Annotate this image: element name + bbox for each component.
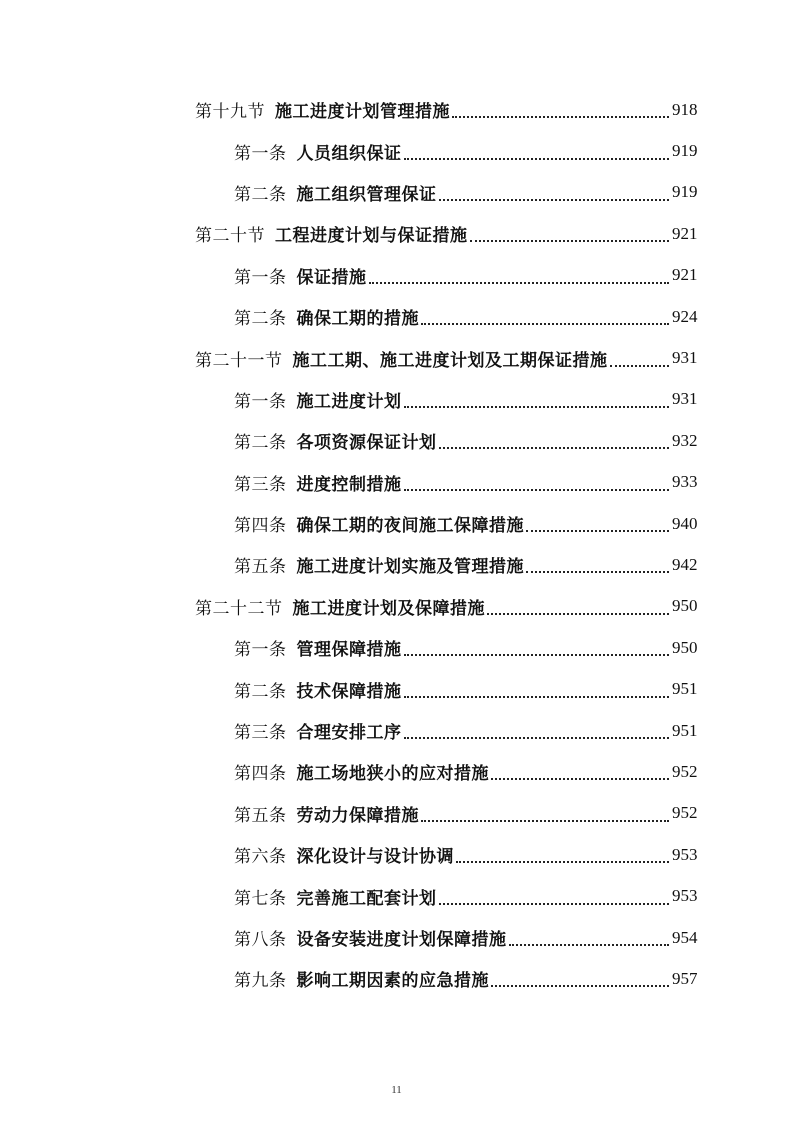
toc-entry-page: 942	[672, 554, 698, 574]
toc-entry-number: 第二十二节	[195, 598, 283, 619]
toc-entry-title: 各项资源保证计划	[296, 433, 437, 454]
toc-entry[interactable]	[0, 793, 793, 834]
toc-entry-number: 第十九节	[195, 102, 265, 123]
dot-leader	[456, 860, 669, 863]
toc-entry-page: 957	[672, 968, 698, 988]
toc-entry-title: 深化设计与设计协调	[296, 847, 454, 868]
dot-leader	[487, 612, 669, 615]
toc-entry-title: 确保工期的夜间施工保障措施	[296, 516, 524, 537]
toc-entry-page: 921	[672, 265, 698, 285]
toc-entry-page: 953	[672, 844, 698, 864]
dot-leader	[610, 364, 670, 367]
toc-entry[interactable]	[0, 462, 793, 503]
toc-entry[interactable]	[0, 130, 793, 171]
toc-entry[interactable]	[0, 213, 793, 254]
dot-leader	[491, 777, 669, 780]
toc-entry[interactable]	[0, 875, 793, 916]
toc-entry-number: 第二十一节	[195, 350, 283, 371]
toc-entry-number: 第二条	[234, 433, 287, 454]
toc-entry[interactable]	[0, 420, 793, 461]
toc-entry[interactable]	[0, 503, 793, 544]
toc-entry-number: 第九条	[234, 971, 287, 992]
toc-entry[interactable]	[0, 627, 793, 668]
toc-entry-number: 第一条	[234, 267, 287, 288]
toc-entry-page: 953	[672, 886, 698, 906]
dot-leader	[421, 819, 669, 822]
toc-entry-title: 施工工期、施工进度计划及工期保证措施	[292, 350, 608, 371]
toc-entry-number: 第二条	[234, 309, 287, 330]
toc-entry-title: 完善施工配套计划	[296, 888, 437, 909]
dot-leader	[369, 281, 670, 284]
toc-entry-title: 确保工期的措施	[296, 309, 419, 330]
toc-entry[interactable]	[0, 710, 793, 751]
toc-entry[interactable]	[0, 89, 793, 130]
toc-entry-page: 954	[672, 927, 698, 947]
toc-entry-title: 保证措施	[296, 267, 367, 288]
toc-entry-title: 施工组织管理保证	[296, 184, 437, 205]
toc-entry-number: 第六条	[234, 847, 287, 868]
dot-leader	[421, 322, 669, 325]
toc-entry[interactable]	[0, 751, 793, 792]
toc-entry-page: 931	[672, 348, 698, 368]
dot-leader	[404, 653, 670, 656]
toc-entry-title: 施工进度计划实施及管理措施	[296, 557, 524, 578]
toc-entry-number: 第二条	[234, 184, 287, 205]
dot-leader	[439, 902, 670, 905]
toc-entry-title: 施工进度计划	[296, 391, 402, 412]
toc-entry-title: 管理保障措施	[296, 640, 402, 661]
toc-entry-number: 第二十节	[195, 226, 265, 247]
dot-leader	[404, 695, 670, 698]
toc-entry-title: 施工进度计划管理措施	[275, 102, 450, 123]
toc-entry[interactable]	[0, 255, 793, 296]
toc-entry-title: 施工进度计划及保障措施	[292, 598, 485, 619]
toc-entry-page: 919	[672, 141, 698, 161]
toc-entry-page: 932	[672, 430, 698, 450]
dot-leader	[404, 157, 670, 160]
toc-entry-page: 952	[672, 761, 698, 781]
toc-entry-page: 950	[672, 637, 698, 657]
toc-entry[interactable]	[0, 586, 793, 627]
toc-entry-number: 第五条	[234, 805, 287, 826]
toc-entry-number: 第一条	[234, 143, 287, 164]
table-of-contents	[0, 89, 793, 1000]
dot-leader	[491, 984, 669, 987]
toc-entry-title: 工程进度计划与保证措施	[275, 226, 468, 247]
toc-entry-number: 第一条	[234, 640, 287, 661]
toc-entry-number: 第一条	[234, 391, 287, 412]
toc-entry[interactable]	[0, 296, 793, 337]
dot-leader	[509, 943, 670, 946]
toc-entry[interactable]	[0, 379, 793, 420]
toc-entry[interactable]	[0, 668, 793, 709]
toc-entry-number: 第三条	[234, 723, 287, 744]
toc-entry[interactable]	[0, 172, 793, 213]
toc-entry-title: 人员组织保证	[296, 143, 402, 164]
toc-entry-title: 影响工期因素的应急措施	[296, 971, 489, 992]
dot-leader	[404, 405, 670, 408]
page-number: 11	[391, 1084, 402, 1096]
toc-entry-number: 第三条	[234, 474, 287, 495]
toc-entry-page: 952	[672, 803, 698, 823]
toc-entry-number: 第四条	[234, 764, 287, 785]
toc-entry-number: 第八条	[234, 930, 287, 950]
dot-leader	[404, 736, 670, 739]
toc-entry-number: 第七条	[234, 888, 287, 909]
dot-leader	[439, 198, 670, 201]
toc-entry-title: 技术保障措施	[296, 681, 402, 702]
toc-entry-title: 劳动力保障措施	[296, 805, 419, 826]
toc-entry-title: 进度控制措施	[296, 474, 402, 495]
dot-leader	[439, 446, 670, 449]
toc-entry-page: 931	[672, 389, 698, 409]
toc-entry-number: 第五条	[234, 557, 287, 578]
toc-entry[interactable]	[0, 917, 793, 958]
toc-entry-title: 设备安装进度计划保障措施	[296, 930, 507, 950]
toc-entry-page: 933	[672, 472, 698, 492]
toc-entry-page: 924	[672, 306, 698, 326]
toc-entry-title: 施工场地狭小的应对措施	[296, 764, 489, 785]
toc-entry-title: 合理安排工序	[296, 723, 402, 744]
dot-leader	[526, 570, 669, 573]
toc-entry[interactable]	[0, 958, 793, 999]
toc-entry-page: 940	[672, 513, 698, 533]
toc-entry[interactable]	[0, 834, 793, 875]
toc-entry-number: 第四条	[234, 516, 287, 537]
dot-leader	[526, 529, 669, 532]
toc-entry-page: 921	[672, 223, 698, 243]
toc-entry[interactable]	[0, 337, 793, 378]
toc-entry-page: 918	[672, 99, 698, 119]
toc-entry-page: 950	[672, 596, 698, 616]
toc-entry-page: 951	[672, 679, 698, 699]
toc-entry-page: 919	[672, 182, 698, 202]
dot-leader	[470, 239, 670, 242]
dot-leader	[452, 115, 669, 118]
toc-entry[interactable]	[0, 544, 793, 585]
toc-entry-number: 第二条	[234, 681, 287, 702]
toc-entry-page: 951	[672, 720, 698, 740]
dot-leader	[404, 488, 670, 491]
